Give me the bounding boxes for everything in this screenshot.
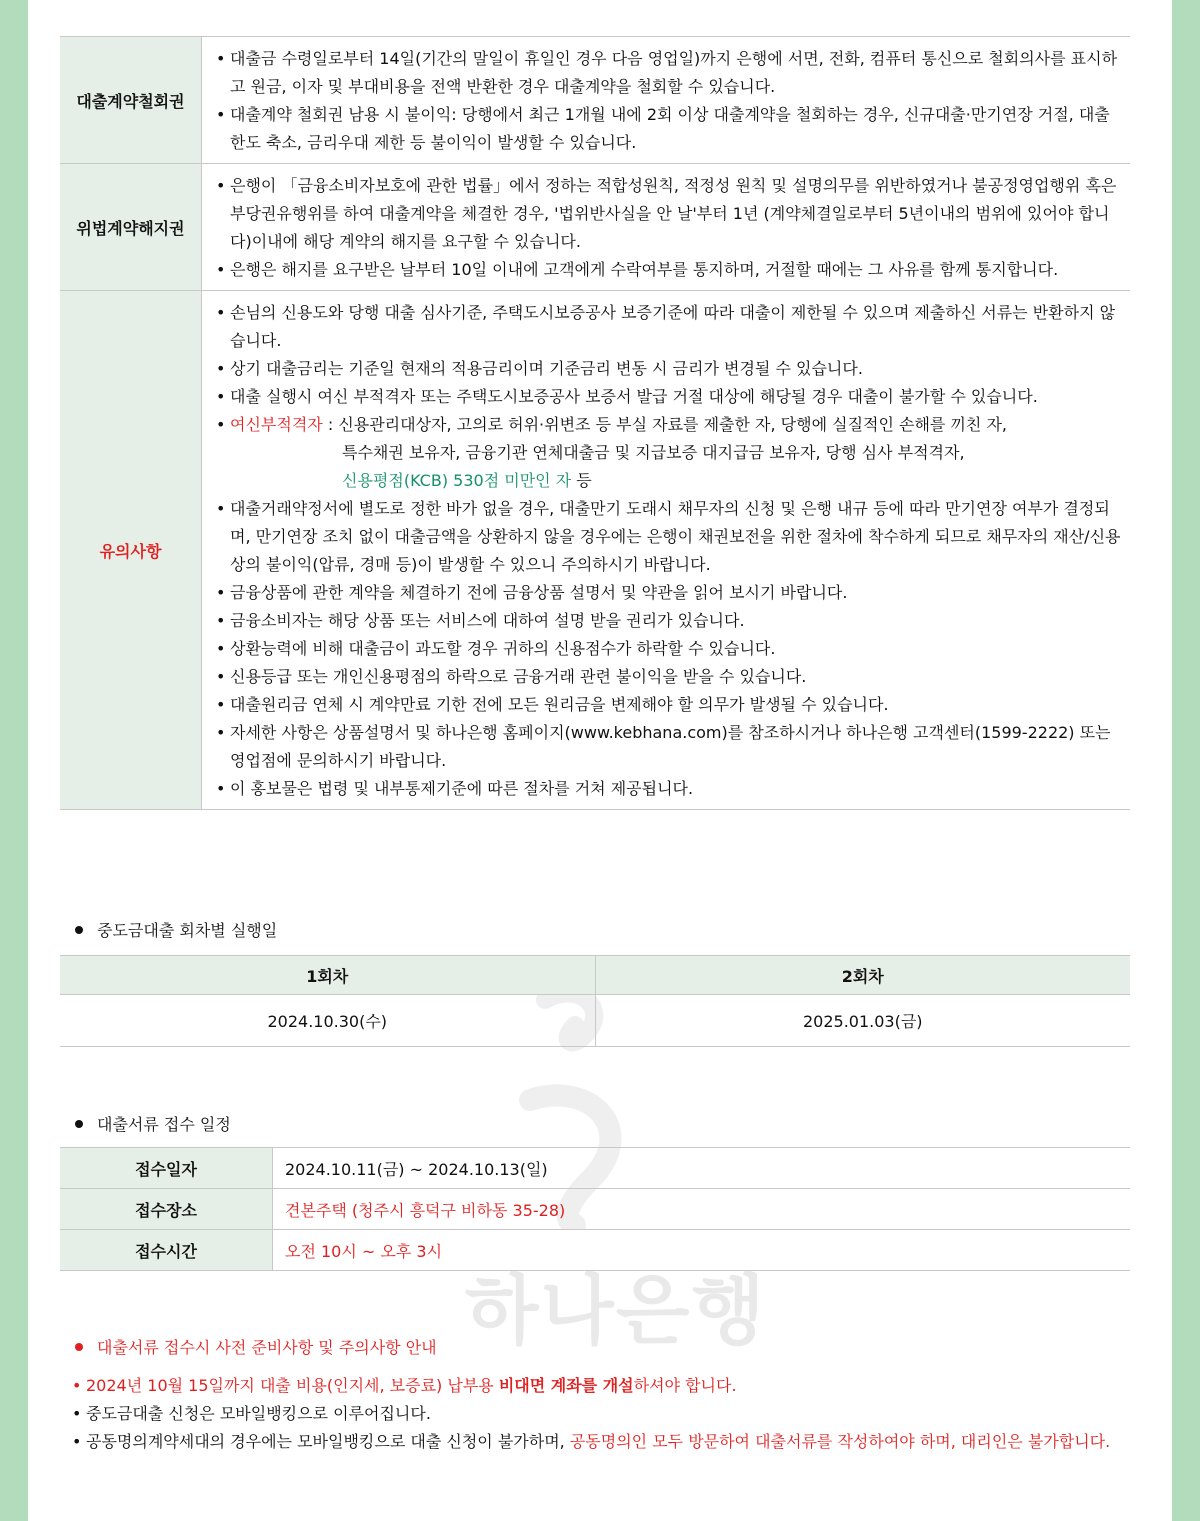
prep-section-title: [75, 1335, 437, 1358]
round-2-header: 2회차: [595, 956, 1130, 995]
reception-time-label: 접수시간: [60, 1230, 273, 1271]
caution-item-2: • 상기 대출금리는 기준일 현재의 적용금리이며 기준금리 변동 시 금리가 변경될 수 있습니다.: [216, 355, 1124, 383]
caution-item-1: • 손님의 신용도와 당행 대출 심사기준, 주택도시보증공사 보증기준에 따라 대출이 제한될 수 있으며 제출하신 서류는 반환하지 않습니다.: [216, 299, 1124, 355]
prep-item-3: [72, 1428, 1112, 1456]
round-2-date: 2025.01.03(금): [595, 995, 1130, 1047]
cautions-row: [60, 291, 1130, 810]
reception-date-value: 2024.10.11(금) ~ 2024.10.13(일): [273, 1148, 1131, 1189]
caution-item-10: • 자세한 사항은 상품설명서 및 하나은행 홈페이지(www.kebhana.com)를 참조하시거나 하나은행 고객센터(1599-2222) 또는 영업점에 문의하시기 바랍니다.: [216, 719, 1124, 775]
ineligible-credit-line: [230, 467, 1124, 495]
reception-section-title: [75, 1112, 231, 1135]
reception-row-place: [60, 1189, 1130, 1230]
withdrawal-content: [202, 37, 1131, 164]
round-1-header: 1회차: [60, 956, 595, 995]
rounds-title-text: 중도금대출 회차별 실행일: [97, 921, 278, 940]
caution-item-9: • 대출원리금 연체 시 계약만료 기한 전에 모든 원리금을 변제해야 할 의무가 발생될 수 있습니다.: [216, 691, 1124, 719]
reception-time-value: 오전 10시 ~ 오후 3시: [273, 1230, 1131, 1271]
caution-item-5: • 금융상품에 관한 계약을 체결하기 전에 금융상품 설명서 및 약관을 읽어 보시기 바랍니다.: [216, 579, 1124, 607]
reception-place-label: 접수장소: [60, 1189, 273, 1230]
termination-row: [60, 164, 1130, 291]
prep-item-3-text: 공동명의계약세대의 경우에는 모바일뱅킹으로 대출 신청이 불가하며,: [86, 1432, 570, 1451]
reception-place-value: 견본주택 (청주시 흥덕구 비하동 35-28): [273, 1189, 1131, 1230]
red-bullet-dot-icon: [75, 1343, 83, 1351]
prep-item-1-text: 2024년 10월 15일까지 대출 비용(인지세, 보증료) 납부용: [86, 1376, 499, 1395]
prep-item-1: [72, 1372, 1112, 1400]
termination-item-2: • 은행은 해지를 요구받은 날부터 10일 이내에 고객에게 수락여부를 통지하며, 거절할 때에는 그 사유를 함께 통지합니다.: [216, 256, 1124, 284]
cautions-content: [202, 291, 1131, 810]
prep-item-1-tail: 하셔야 합니다.: [633, 1376, 737, 1395]
ineligible-separator: :: [322, 415, 339, 434]
reception-table: [60, 1147, 1130, 1271]
round-1-date: 2024.10.30(수): [60, 995, 595, 1047]
left-green-border: [0, 0, 28, 1521]
reception-row-date: [60, 1148, 1130, 1189]
withdrawal-row: [60, 37, 1130, 164]
termination-item-1: • 은행이 「금융소비자보호에 관한 법률」에서 정하는 적합성원칙, 적정성 원칙 및 설명의무를 위반하였거나 불공정영업행위 혹은 부당권유행위를 하여 대출계약을 체결한 경우, '법위반사실을 안 날'부터 1년 (계약체결일로부터 5년이내의 범위에 있어야 합니다)이내에 해당 계약의 해지를 요구할 수 있습니다.: [216, 172, 1124, 256]
withdrawal-item-1: • 대출금 수령일로부터 14일(기간의 말일이 휴일인 경우 다음 영업일)까지 은행에 서면, 전화, 컴퓨터 통신으로 철회의사를 표시하고 원금, 이자 및 부대비용을 전액 반환한 경우 대출계약을 철회할 수 있습니다.: [216, 45, 1124, 101]
withdrawal-item-2: • 대출계약 철회권 남용 시 불이익: 당행에서 최근 1개월 내에 2회 이상 대출계약을 철회하는 경우, 신규대출·만기연장 거절, 대출한도 축소, 금리우대 제한 등 불이익이 발생할 수 있습니다.: [216, 101, 1124, 157]
caution-item-8: • 신용등급 또는 개인신용평점의 하락으로 금융거래 관련 불이익을 받을 수 있습니다.: [216, 663, 1124, 691]
caution-item-11: • 이 홍보물은 법령 및 내부통제기준에 따른 절차를 거쳐 제공됩니다.: [216, 775, 1124, 803]
bank-name-watermark: 하나은행: [465, 1266, 767, 1355]
rounds-table: [60, 955, 1130, 1047]
termination-label: 위법계약해지권: [60, 164, 202, 291]
ineligible-tail: 등: [571, 471, 592, 490]
ineligible-text: 신용관리대상자, 고의로 허위·위변조 등 부실 자료를 제출한 자, 당행에 실질적인 손해를 끼친 자,: [338, 415, 1008, 434]
cautions-label: 유의사항: [60, 291, 202, 810]
rounds-section-title: [75, 918, 277, 941]
reception-row-time: [60, 1230, 1130, 1271]
ineligible-label: 여신부적격자: [230, 415, 323, 434]
withdrawal-label: 대출계약철회권: [60, 37, 202, 164]
reception-title-text: 대출서류 접수 일정: [97, 1115, 231, 1134]
caution-item-3: • 대출 실행시 여신 부적격자 또는 주택도시보증공사 보증서 발급 거절 대상에 해당될 경우 대출이 불가할 수 있습니다.: [216, 383, 1124, 411]
prep-notes: [72, 1372, 1112, 1456]
prep-title-text: 대출서류 접수시 사전 준비사항 및 주의사항 안내: [97, 1338, 437, 1357]
prep-item-2: • 중도금대출 신청은 모바일뱅킹으로 이루어집니다.: [72, 1400, 1112, 1428]
termination-content: [202, 164, 1131, 291]
ineligible-text-2: 특수채권 보유자, 금융기관 연체대출금 및 지급보증 대지급금 보유자, 당행 심사 부적격자,: [342, 443, 965, 462]
ineligible-credit-score: 신용평점(KCB) 530점 미만인 자: [342, 471, 572, 490]
terms-table: [60, 36, 1130, 810]
caution-ineligible: [216, 411, 1124, 495]
prep-item-3-red: 공동명의인 모두 방문하여 대출서류를 작성하여야 하며, 대리인은 불가합니다.: [569, 1432, 1111, 1451]
caution-item-4: • 대출거래약정서에 별도로 정한 바가 없을 경우, 대출만기 도래시 채무자의 신청 및 은행 내규 등에 따라 만기연장 여부가 결정되며, 만기연장 조치 없이 대출금액을 상환하지 않을 경우에는 은행이 채권보전을 위한 절차에 착수하게 되므로 채무자의 재산/신용상의 불이익(압류, 경매 등)이 발생할 수 있으니 주의하시기 바랍니다.: [216, 495, 1124, 579]
caution-item-7: • 상환능력에 비해 대출금이 과도할 경우 귀하의 신용점수가 하락할 수 있습니다.: [216, 635, 1124, 663]
prep-item-1-bold: 비대면 계좌를 개설: [498, 1376, 634, 1395]
bullet-dot-icon: [75, 1120, 83, 1128]
caution-item-6: • 금융소비자는 해당 상품 또는 서비스에 대하여 설명 받을 권리가 있습니다.: [216, 607, 1124, 635]
reception-date-label: 접수일자: [60, 1148, 273, 1189]
bullet-dot-icon: [75, 926, 83, 934]
right-green-border: [1172, 0, 1200, 1521]
